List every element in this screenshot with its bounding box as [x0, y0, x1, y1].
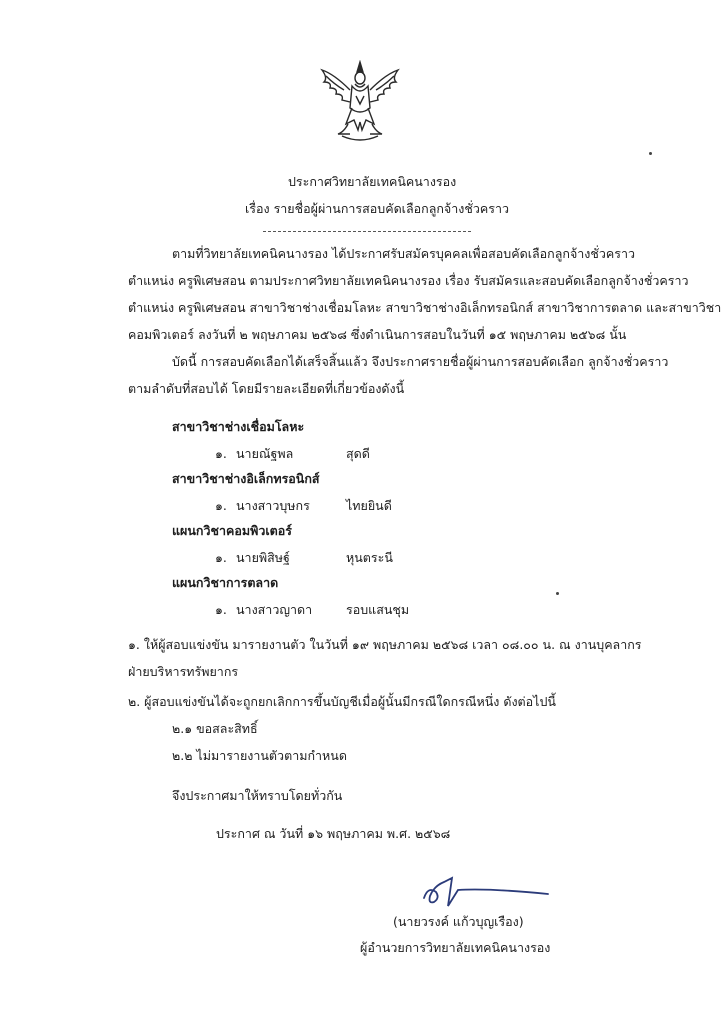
signatory-position: ผู้อำนวยการวิทยาลัยเทคนิคนางรอง [360, 940, 551, 955]
scan-speck [556, 592, 559, 595]
sub-item-2-2: ๒.๒ ไม่มารายงานตัวตามกำหนด [172, 748, 347, 763]
item-2: ๒. ผู้สอบแข่งขันได้จะถูกยกเลิกการขึ้นบัญชีเมื่อผู้นั้นมีกรณีใดกรณีหนึ่ง ดังต่อไปนี้ [128, 694, 556, 709]
candidate-last-name: สุดดี [346, 446, 370, 461]
scan-speck [649, 152, 652, 155]
divider [263, 231, 471, 232]
intro-line-5: บัดนี้ การสอบคัดเลือกได้เสร็จสิ้นแล้ว จึงประกาศรายชื่อผู้ผ่านการสอบคัดเลือก ลูกจ้างชั่วคราว [172, 354, 669, 369]
list-item-number: ๑. [215, 498, 227, 513]
group-heading-computer: แผนกวิชาคอมพิวเตอร์ [172, 523, 292, 538]
list-item-number: ๑. [215, 550, 227, 565]
intro-line-1: ตามที่วิทยาลัยเทคนิคนางรอง ได้ประกาศรับสมัครบุคคลเพื่อสอบคัดเลือกลูกจ้างชั่วคราว [172, 246, 636, 261]
candidate-last-name: ไทยยินดี [346, 498, 392, 513]
candidate-first-name: นางสาวบุษกร [236, 498, 310, 513]
intro-line-3: ตำแหน่ง ครูพิเศษสอน สาขาวิชาช่างเชื่อมโลหะ สาขาวิชาช่างอิเล็กทรอนิกส์ สาขาวิชาการตลาด และสาขาวิชา [128, 300, 722, 315]
announcement-title: ประกาศวิทยาลัยเทคนิคนางรอง [288, 174, 457, 189]
list-item-number: ๑. [215, 446, 227, 461]
list-item-number: ๑. [215, 602, 227, 617]
candidate-first-name: นายพิสิษฐ์ [236, 550, 290, 565]
group-heading-welding: สาขาวิชาช่างเชื่อมโลหะ [172, 419, 305, 434]
garuda-emblem-icon [314, 60, 406, 146]
group-heading-marketing: แผนกวิชาการตลาด [172, 575, 279, 590]
group-heading-electronics: สาขาวิชาช่างอิเล็กทรอนิกส์ [172, 471, 320, 486]
sub-item-2-1: ๒.๑ ขอสละสิทธิ์ [172, 721, 258, 736]
intro-line-6: ตามลำดับที่สอบได้ โดยมีรายละเอียดที่เกี่ยวข้องดังนี้ [128, 381, 405, 396]
signatory-name: (นายวรงค์ แก้วบุญเรือง) [393, 914, 524, 929]
item-1-line-1: ๑. ให้ผู้สอบแข่งขัน มารายงานตัว ในวันที่ ๑๙ พฤษภาคม ๒๕๖๘ เวลา ๐๘.๐๐ น. ณ งานบุคลากร [128, 637, 642, 652]
candidate-last-name: หุนตระนี [346, 550, 393, 565]
candidate-first-name: นายณัฐพล [236, 446, 294, 461]
signature-image [418, 872, 568, 912]
item-1-line-2: ฝ่ายบริหารทรัพยากร [128, 664, 239, 679]
announcement-subject: เรื่อง รายชื่อผู้ผ่านการสอบคัดเลือกลูกจ้างชั่วคราว [245, 201, 509, 216]
candidate-last-name: รอบแสนชุม [346, 602, 410, 617]
candidate-first-name: นางสาวญาดา [236, 602, 313, 617]
closing-statement: จึงประกาศมาให้ทราบโดยทั่วกัน [172, 788, 343, 803]
intro-line-4: คอมพิวเตอร์ ลงวันที่ ๒ พฤษภาคม ๒๕๖๘ ซึ่งดำเนินการสอบในวันที่ ๑๕ พฤษภาคม ๒๕๖๘ นั้น [128, 327, 627, 342]
intro-line-2: ตำแหน่ง ครูพิเศษสอน ตามประกาศวิทยาลัยเทคนิคนางรอง เรื่อง รับสมัครและสอบคัดเลือกลูกจ้างชั่วคราว [128, 273, 689, 288]
announcement-date: ประกาศ ณ วันที่ ๑๖ พฤษภาคม พ.ศ. ๒๕๖๘ [216, 826, 451, 841]
